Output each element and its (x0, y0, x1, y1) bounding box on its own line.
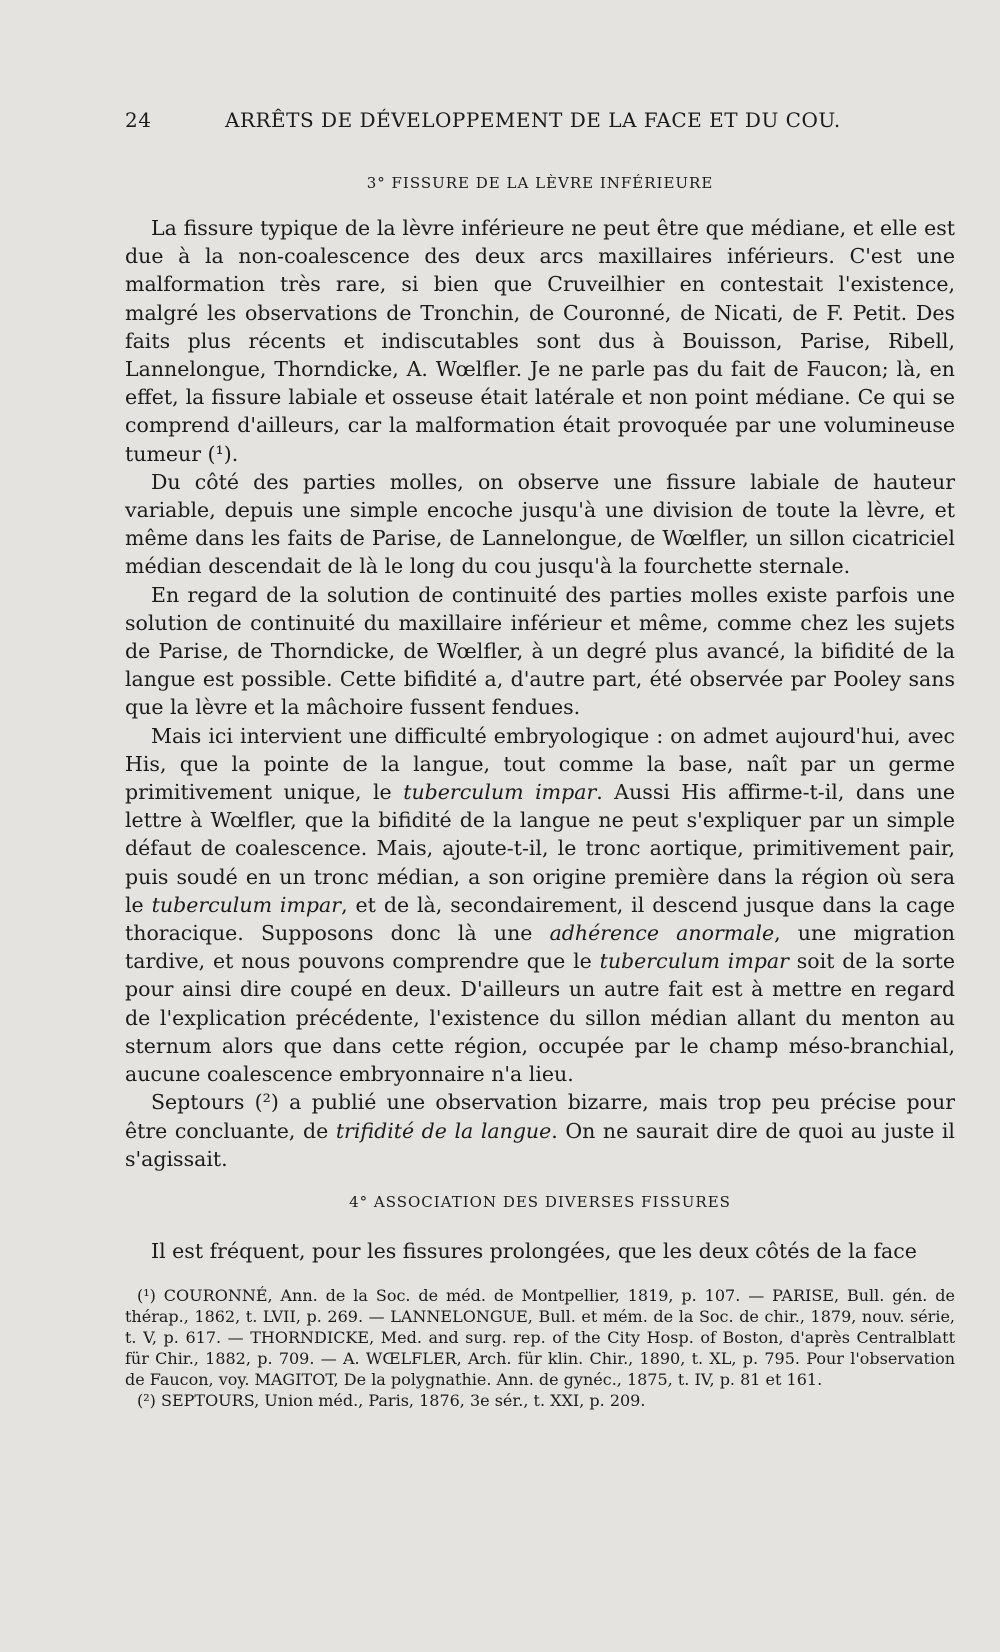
paragraph-2: Du côté des parties molles, on observe une fissure labiale de hauteur variable, depuis une simple encoche jusqu'à une division de toute la lèvre, et même dans les faits de Parise, de Lannelongue, de Wœlfler, un sillon cicatriciel médian descendait de là le long du cou jusqu'à la fourchette sternale. (125, 469, 955, 579)
paragraph-6: Il est fréquent, pour les fissures prolongées, que les deux côtés de la face (151, 1238, 917, 1263)
footnote-2: (²) SEPTOURS, Union méd., Paris, 1876, 3e sér., t. XXI, p. 209. (137, 1391, 646, 1411)
paragraph-4: Mais ici intervient une difficulté embryologique : on admet aujourd'hui, avec His, que la pointe de la langue, tout comme la base, naît par un germe primitivement unique, le tuberculum impar. Aussi His affirme-t-il, dans une lettre à Wœlfler, que la bifidité de la langue ne peut s'expliquer par un simple défaut de coalescence. Mais, ajoute-t-il, le tronc aortique, primitivement pair, puis soudé en un tronc médian, a son origine première dans la région où sera le tuberculum impar, et de là, secondairement, il descend jusque dans la cage thoracique. Supposons donc là une adhérence anormale, une migration tardive, et nous pouvons comprendre que le tuberculum impar soit de la sorte pour ainsi dire coupé en deux. D'ailleurs un autre fait est à mettre en regard de l'explication précédente, l'existence du sillon médian allant du menton au sternum alors que dans cette région, occupée par le champ méso-branchial, aucune coalescence embryonnaire n'a lieu. (125, 723, 955, 1087)
section-3-title: 3° FISSURE DE LA LÈVRE INFÉRIEURE (366, 174, 714, 192)
page-number: 24 (125, 108, 152, 132)
paragraph-5: Septours (²) a publié une observation bizarre, mais trop peu précise pour être concluante, de trifidité de la langue. On ne saurait dire de quoi au juste il s'agissait. (125, 1090, 955, 1171)
page-content (125, 108, 955, 1411)
paragraph-3: En regard de la solution de continuité des parties molles existe parfois une solution de continuité du maxillaire inférieur et même, comme chez les sujets de Parise, de Thorndicke, de Wœlfler, à un degré plus avancé, la bifidité de la langue est possible. Cette bifidité a, d'autre part, été observée par Pooley sans que la lèvre et la mâchoire fussent fendues. (125, 582, 955, 720)
running-title: ARRÊTS DE DÉVELOPPEMENT DE LA FACE ET DU COU. (225, 108, 841, 132)
section-4-title: 4° ASSOCIATION DES DIVERSES FISSURES (349, 1192, 731, 1211)
footnote-1: (¹) COURONNÉ, Ann. de la Soc. de méd. de Montpellier, 1819, p. 107. — PARISE, Bull. gén. de thérap., 1862, t. LVII, p. 269. — LANNELONGUE, Bull. et mém. de la Soc. de chir., 1879, nouv. série, t. V, p. 617. — THORNDICKE, Med. and surg. rep. of the City Hosp. of Boston, d'après Centralblatt für Chir., 1882, p. 709. — A. WŒLFLER, Arch. für klin. Chir., 1890, t. XL, p. 795. Pour l'observation de Faucon, voy. MAGITOT, De la polygnathie. Ann. de gynéc., 1875, t. IV, p. 81 et 161. (125, 1286, 955, 1390)
running-header (125, 108, 955, 132)
paragraph-1: La fissure typique de la lèvre inférieure ne peut être que médiane, et elle est due à la non-coalescence des deux arcs maxillaires inférieurs. C'est une malformation très rare, si bien que Cruveilhier en contestait l'existence, malgré les observations de Tronchin, de Couronné, de Nicati, de F. Petit. Des faits plus récents et indiscutables sont dus à Bouisson, Parise, Ribell, Lannelongue, Thorndicke, A. Wœlfler. Je ne parle pas du fait de Faucon; là, en effet, la fissure labiale et osseuse était latérale et non point médiane. Ce qui se comprend d'ailleurs, car la malformation était provoquée par une volumineuse tumeur (¹). (125, 216, 955, 466)
footnotes (125, 1285, 955, 1411)
